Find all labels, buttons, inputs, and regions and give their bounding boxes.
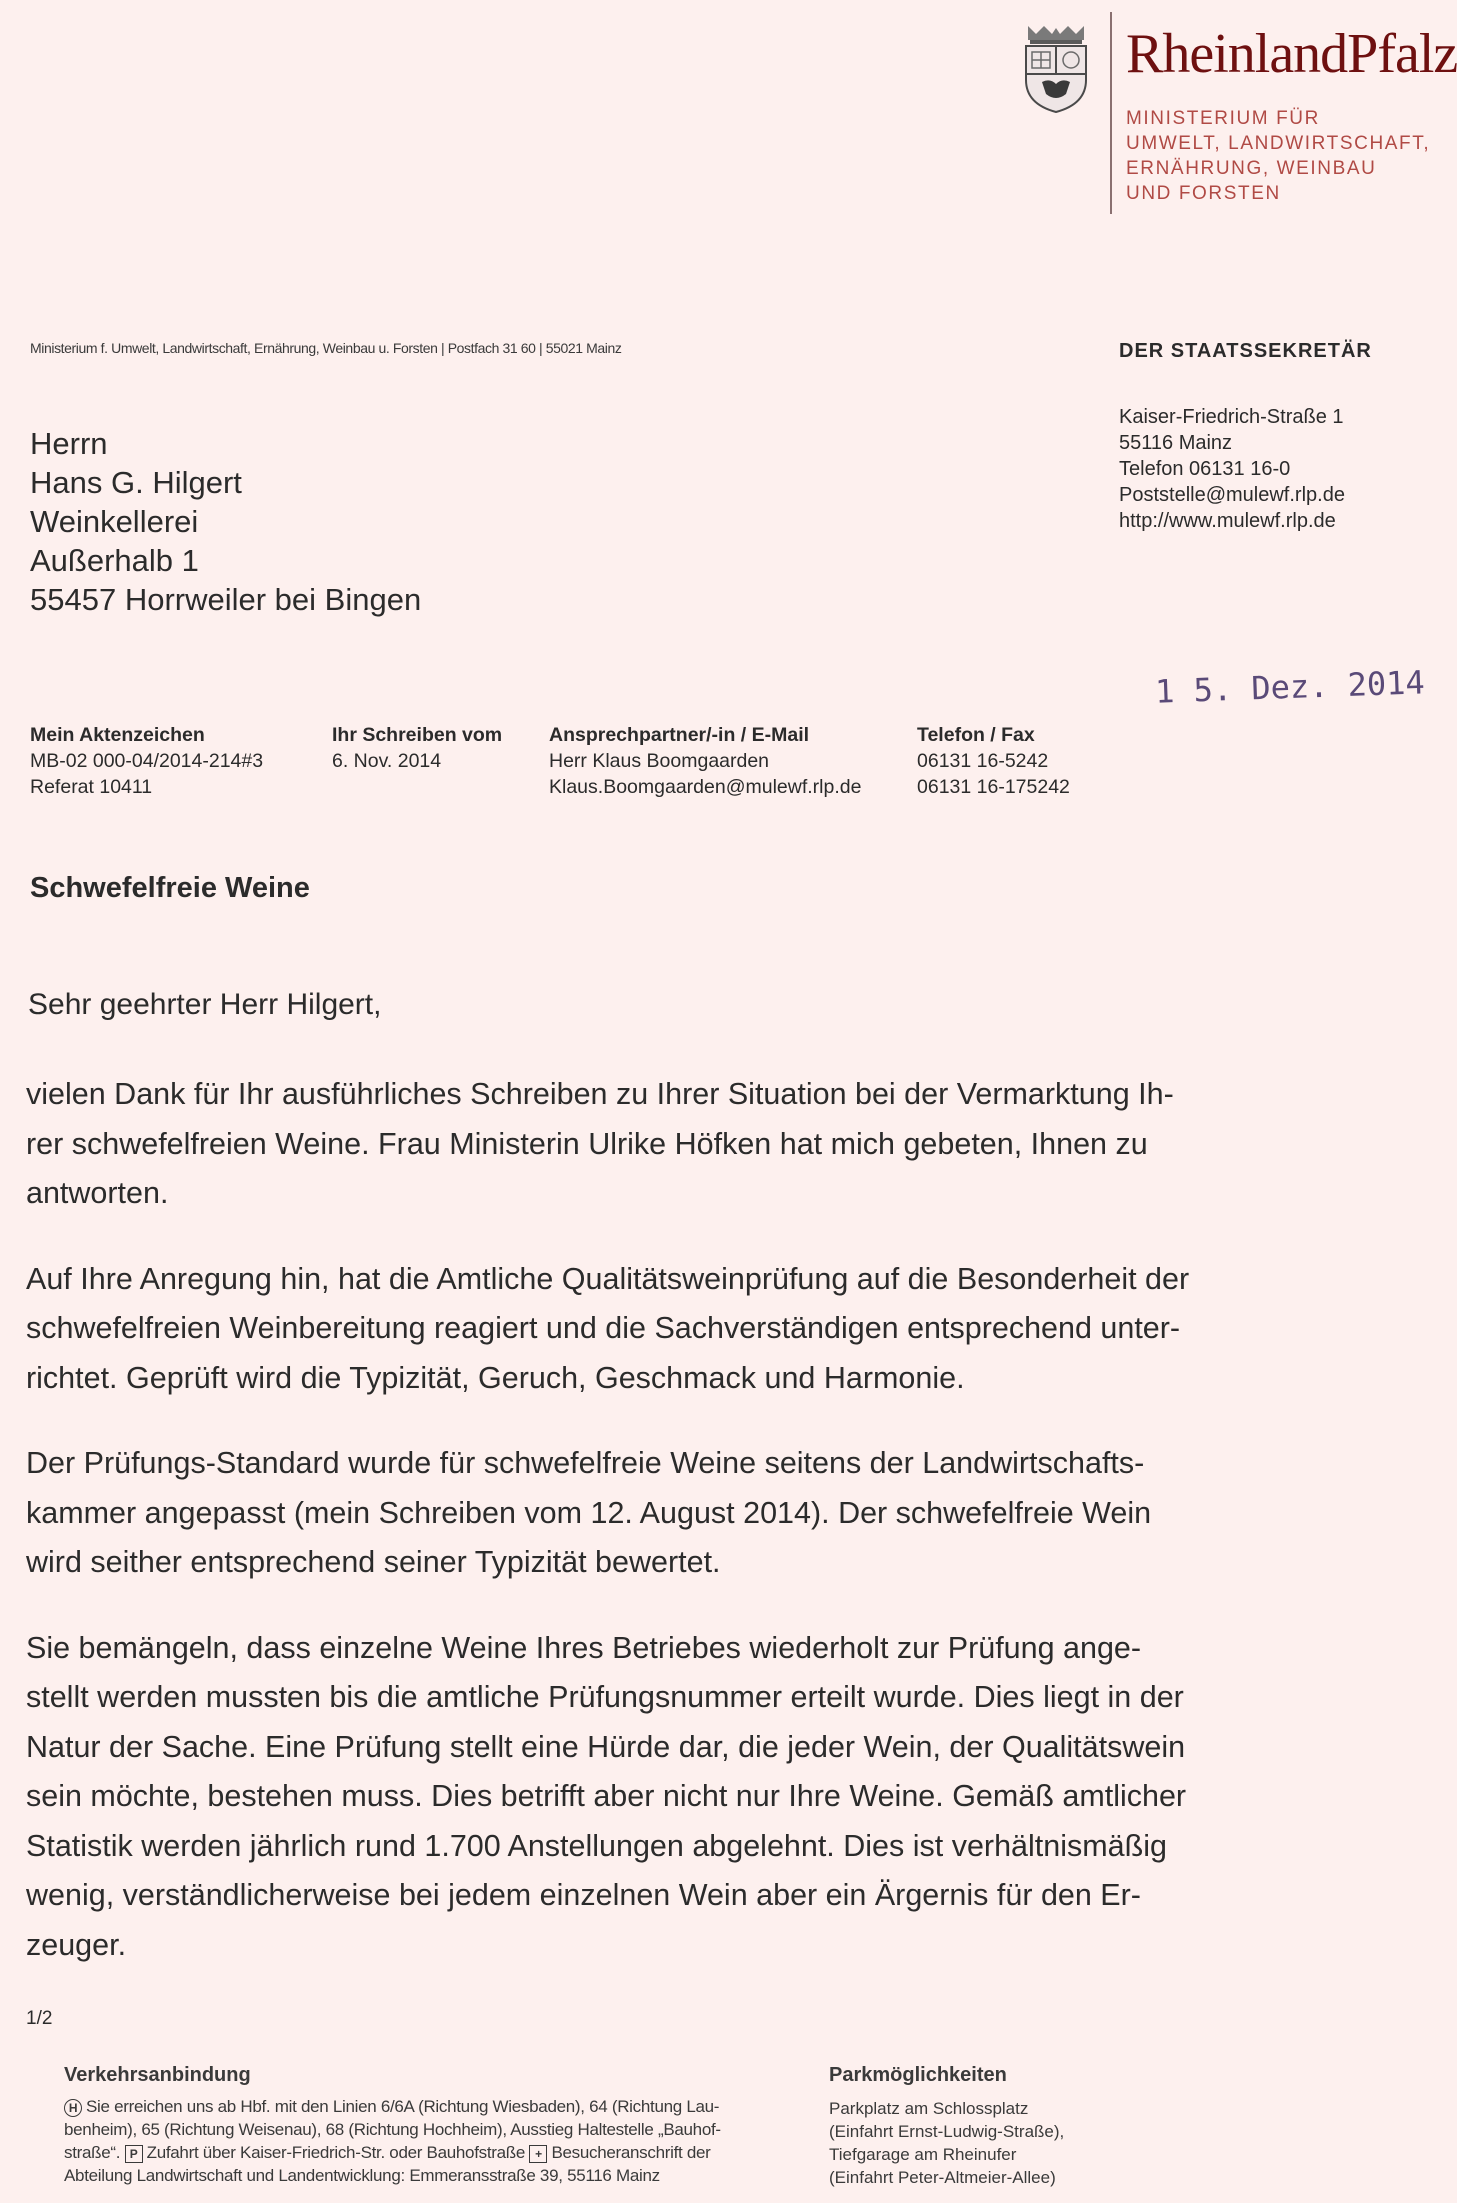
letterhead-divider: [1110, 12, 1112, 214]
footer-text: Zufahrt über Kaiser-Friedrich-Str. oder Bauhofstraße: [146, 2143, 526, 2162]
page-number: 1/2: [26, 2008, 53, 2029]
body-line: wenig, verständlicherweise bei jedem einzelnen Wein aber ein Ärgernis für den Er-: [26, 1878, 1141, 1912]
ministry-line: ERNÄHRUNG, WEINBAU: [1126, 158, 1377, 179]
letter-body: [26, 1070, 1306, 2006]
recipient-address: [30, 424, 421, 619]
body-line: sein möchte, bestehen muss. Dies betrifft aber nicht nur Ihre Weine. Gemäß amtlicher: [26, 1779, 1187, 1813]
coat-of-arms-icon: [1020, 22, 1092, 114]
ministry-line: MINISTERIUM FÜR: [1126, 108, 1320, 129]
body-line: schwefelfreien Weinbereitung reagiert und die Sachverständigen entsprechend unter-: [26, 1311, 1181, 1345]
sender-return-address: Ministerium f. Umwelt, Landwirtschaft, Ernährung, Weinbau u. Forsten | Postfach 31 60 | 55021 Mainz: [30, 340, 622, 356]
footer-line: Tiefgarage am Rheinufer: [829, 2145, 1017, 2164]
footer-line: Abteilung Landwirtschaft und Landentwicklung: Emmeransstraße 39, 55116 Mainz: [64, 2166, 660, 2185]
body-line: Natur der Sache. Eine Prüfung stellt eine Hürde dar, die jeder Wein, der Qualitätswein: [26, 1729, 1186, 1764]
salutation: Sehr geehrter Herr Hilgert,: [28, 988, 382, 1021]
parking-icon: P: [125, 2145, 143, 2163]
body-line: antworten.: [26, 1176, 169, 1210]
body-line: zeuger.: [26, 1927, 127, 1962]
reference-value: Referat 10411: [30, 776, 153, 798]
sender-title: DER STAATSSEKRETÄR: [1119, 340, 1372, 362]
ministry-name: [1126, 106, 1430, 206]
ministry-line: UMWELT, LANDWIRTSCHAFT,: [1126, 133, 1431, 154]
body-line: Auf Ihre Anregung hin, hat die Amtliche Qualitätsweinprüfung auf die Besonderheit der: [26, 1261, 1190, 1296]
date-stamp: 1 5. Dez. 2014: [1154, 663, 1426, 711]
body-line: Der Prüfungs-Standard wurde für schwefelfreie Weine seitens der Landwirtschafts-: [26, 1446, 1145, 1480]
reference-value: 6. Nov. 2014: [332, 750, 442, 772]
reference-schreiben: [332, 722, 502, 774]
body-paragraph: [26, 1070, 1306, 1219]
recipient-line: Außerhalb 1: [30, 543, 199, 578]
footer-text: Besucheranschrift der: [551, 2143, 711, 2162]
footer-verkehrsanbindung: [64, 2064, 764, 2187]
body-paragraph: [26, 1255, 1306, 1404]
footer-heading: Verkehrsanbindung: [64, 2064, 251, 2086]
recipient-line: 55457 Horrweiler bei Bingen: [30, 582, 422, 617]
body-line: wird seither entsprechend seiner Typizität bewertet.: [26, 1545, 721, 1579]
recipient-line: Herrn: [30, 426, 108, 461]
footer-line: (Einfahrt Peter-Altmeier-Allee): [829, 2168, 1056, 2187]
brand-name: RheinlandPfalz: [1126, 23, 1457, 85]
reference-value: 06131 16-175242: [917, 776, 1070, 798]
reference-label: Telefon / Fax: [917, 724, 1035, 746]
reference-label: Ihr Schreiben vom: [332, 724, 503, 746]
body-paragraph: [26, 1439, 1306, 1588]
footer-line: (Einfahrt Ernst-Ludwig-Straße),: [829, 2122, 1065, 2141]
contact-email[interactable]: Poststelle@mulewf.rlp.de: [1119, 484, 1345, 506]
body-line: richtet. Geprüft wird die Typizität, Geruch, Geschmack und Harmonie.: [26, 1360, 965, 1395]
body-paragraph: [26, 1624, 1306, 1971]
body-line: Sie bemängeln, dass einzelne Weine Ihres Betriebes wiederholt zur Prüfung ange-: [26, 1630, 1142, 1665]
body-line: kammer angepasst (mein Schreiben vom 12. August 2014). Der schwefelfreie Wein: [26, 1495, 1152, 1530]
footer-text: Sie erreichen uns ab Hbf. mit den Linien 6/6A (Richtung Wiesbaden), 64 (Richtung Lau-: [86, 2097, 720, 2116]
letter-subject: Schwefelfreie Weine: [30, 872, 310, 904]
footer-line: benheim), 65 (Richtung Weisenau), 68 (Richtung Hochheim), Ausstieg Haltestelle „Bauhof-: [64, 2120, 721, 2139]
contact-phone: Telefon 06131 16-0: [1119, 458, 1291, 480]
reference-value: Herr Klaus Boomgaarden: [549, 750, 770, 772]
visitor-address-icon: +: [529, 2145, 547, 2163]
reference-ansprechpartner: [549, 722, 861, 800]
reference-aktenzeichen: [30, 722, 263, 800]
ministry-line: UND FORSTEN: [1126, 183, 1281, 204]
reference-value: 06131 16-5242: [917, 750, 1049, 772]
footer-parkmoeglichkeiten: [829, 2064, 1064, 2189]
footer-line: Parkplatz am Schlossplatz: [829, 2099, 1029, 2118]
reference-label: Ansprechpartner/-in / E-Mail: [549, 724, 810, 746]
footer-line: [64, 2141, 764, 2164]
recipient-line: Hans G. Hilgert: [30, 465, 242, 500]
contact-city: 55116 Mainz: [1119, 432, 1233, 454]
reference-telefon: [917, 722, 1070, 800]
body-line: rer schwefelfreien Weine. Frau Ministerin Ulrike Höfken hat mich gebeten, Ihnen zu: [26, 1126, 1148, 1161]
body-line: Statistik werden jährlich rund 1.700 Anstellungen abgelehnt. Dies ist verhältnismäßig: [26, 1828, 1167, 1863]
footer-text: straße“.: [64, 2143, 121, 2162]
footer-heading: Parkmöglichkeiten: [829, 2064, 1007, 2086]
contact-website[interactable]: http://www.mulewf.rlp.de: [1119, 510, 1336, 532]
footer-line: [64, 2095, 764, 2118]
reference-label: Mein Aktenzeichen: [30, 724, 205, 746]
reference-value: MB-02 000-04/2014-214#3: [30, 750, 264, 772]
bus-stop-icon: H: [64, 2099, 82, 2117]
body-line: stellt werden mussten bis die amtliche Prüfungsnummer erteilt wurde. Dies liegt in der: [26, 1680, 1184, 1714]
recipient-line: Weinkellerei: [30, 504, 199, 539]
body-line: vielen Dank für Ihr ausführliches Schreiben zu Ihrer Situation bei der Vermarktung Ih-: [26, 1077, 1174, 1111]
contact-street: Kaiser-Friedrich-Straße 1: [1119, 406, 1344, 428]
reference-email[interactable]: Klaus.Boomgaarden@mulewf.rlp.de: [549, 776, 862, 798]
contact-block: [1119, 404, 1345, 534]
